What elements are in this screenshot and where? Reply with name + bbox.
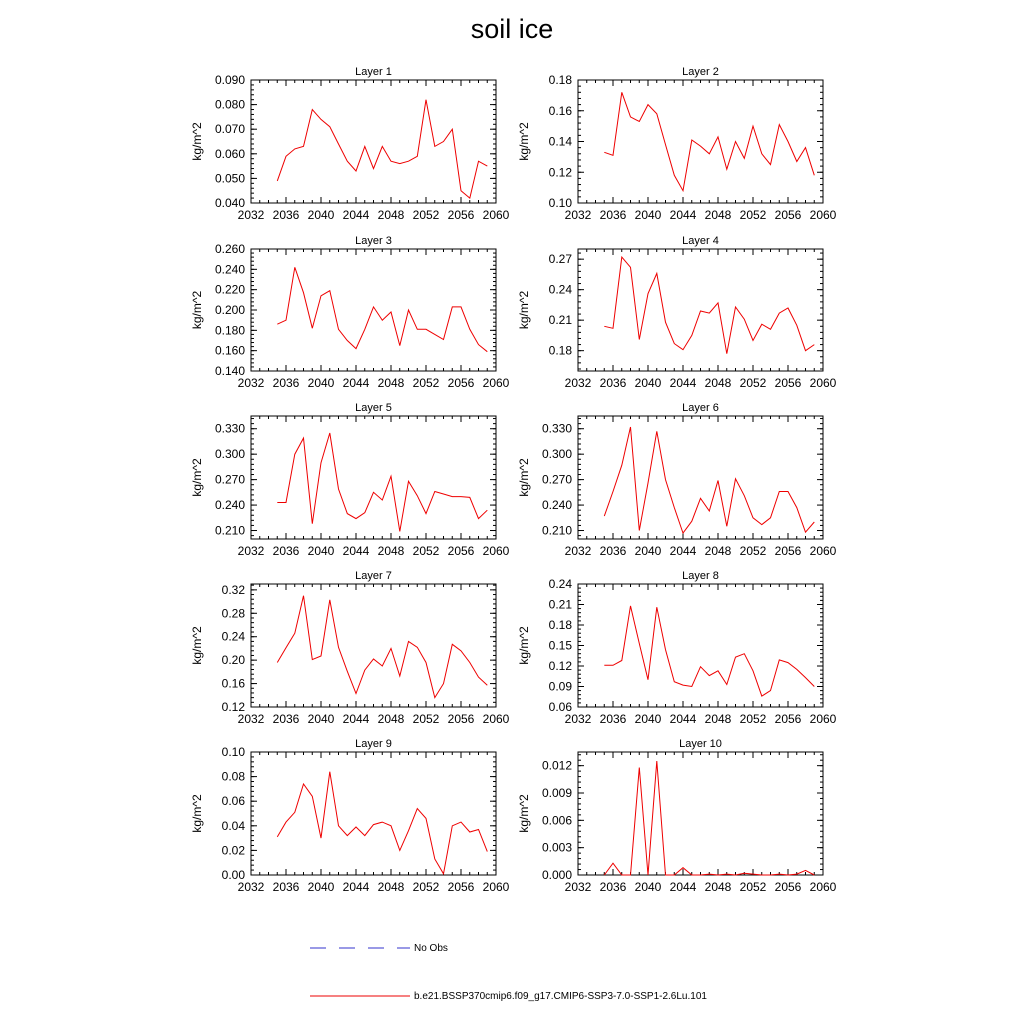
- layer-9-ylabel: kg/m^2: [190, 794, 204, 833]
- layer-8-ytick-label: 0.09: [548, 679, 572, 694]
- layer-8-xtick-label: 2044: [669, 712, 697, 726]
- layer-8-series-line: [604, 606, 814, 696]
- layer-3-xtick-label: 2040: [307, 376, 335, 390]
- layer-3-ytick-label: 0.140: [214, 364, 245, 378]
- layer-5-xtick-label: 2048: [377, 544, 405, 558]
- layer-6-xtick-label: 2032: [564, 544, 592, 558]
- layer-2-ytick-label: 0.16: [548, 103, 572, 118]
- layer-6-xtick-label: 2040: [634, 544, 662, 558]
- layer-8-xtick-label: 2048: [704, 712, 732, 726]
- layer-8-ytick-label: 0.21: [548, 597, 572, 612]
- layer-5-ytick-label: 0.240: [214, 498, 245, 513]
- layer-7-xtick-label: 2060: [482, 712, 510, 726]
- layer-8-ytick-label: 0.24: [548, 577, 572, 591]
- layer-6-xtick-label: 2052: [739, 544, 767, 558]
- layer-4-xtick-label: 2036: [599, 376, 627, 390]
- layer-4-xtick-label: 2048: [704, 376, 732, 390]
- layer-8-frame: [578, 584, 823, 707]
- layer-2-xtick-label: 2044: [669, 208, 697, 222]
- layer-3-ytick-label: 0.180: [214, 323, 245, 338]
- layer-9-xtick-label: 2044: [342, 880, 370, 894]
- layer-4-ytick-label: 0.18: [548, 343, 572, 358]
- layer-7-ytick-label: 0.28: [221, 606, 245, 621]
- layer-5-ytick-label: 0.210: [214, 523, 245, 538]
- layer-4-xtick-label: 2044: [669, 376, 697, 390]
- layer-9-xtick-label: 2032: [237, 880, 265, 894]
- layer-1-xtick-label: 2060: [482, 208, 510, 222]
- layer-9-ytick-label: 0.04: [221, 818, 245, 833]
- layer-5-xtick-label: 2032: [237, 544, 265, 558]
- layer-6-ytick-label: 0.300: [541, 447, 572, 462]
- layer-1-xtick-label: 2036: [272, 208, 300, 222]
- layer-2-ytick-label: 0.12: [548, 165, 572, 180]
- layer-6-ylabel: kg/m^2: [517, 458, 531, 497]
- layer-1-ytick-label: 0.040: [214, 196, 245, 210]
- layer-10-frame: [578, 752, 823, 875]
- layer-2-ytick-label: 0.18: [548, 73, 572, 87]
- layer-4-xtick-label: 2060: [809, 376, 837, 390]
- layer-4-ytick-label: 0.21: [548, 313, 572, 328]
- layer-5-ylabel: kg/m^2: [190, 458, 204, 497]
- layer-7-xtick-label: 2036: [272, 712, 300, 726]
- layer-10-xtick-label: 2036: [599, 880, 627, 894]
- legend-label-no-obs: No Obs: [414, 943, 448, 954]
- layer-3-xtick-label: 2056: [447, 376, 475, 390]
- layer-10-ytick-label: 0.003: [541, 840, 572, 855]
- layer-10-xtick-label: 2052: [739, 880, 767, 894]
- layer-8-xtick-label: 2040: [634, 712, 662, 726]
- layer-2-xtick-label: 2052: [739, 208, 767, 222]
- layer-6-title: Layer 6: [682, 402, 719, 414]
- layer-2-xtick-label: 2056: [774, 208, 802, 222]
- layer-3-series-line: [277, 267, 487, 351]
- layer-9-ytick-label: 0.06: [221, 794, 245, 809]
- layer-8-xtick-label: 2036: [599, 712, 627, 726]
- layer-4-ylabel: kg/m^2: [517, 290, 531, 330]
- layer-10-xtick-label: 2048: [704, 880, 732, 894]
- layer-4-xtick-label: 2032: [564, 376, 592, 390]
- layer-1-series-line: [277, 100, 487, 198]
- layer-8-xtick-label: 2056: [774, 712, 802, 726]
- layer-10-ytick-label: 0.000: [541, 868, 572, 882]
- layer-2-xtick-label: 2036: [599, 208, 627, 222]
- layer-2-ytick-label: 0.14: [548, 134, 572, 149]
- layer-8-xtick-label: 2052: [739, 712, 767, 726]
- legend-swatch-model: [310, 990, 410, 1002]
- layer-10-ylabel: kg/m^2: [517, 794, 531, 833]
- layer-2-xtick-label: 2048: [704, 208, 732, 222]
- layer-5-ytick-label: 0.300: [214, 447, 245, 462]
- layer-4-xtick-label: 2056: [774, 376, 802, 390]
- layer-2-xtick-label: 2032: [564, 208, 592, 222]
- layer-8-ytick-label: 0.12: [548, 659, 572, 673]
- layer-5-xtick-label: 2040: [307, 544, 335, 558]
- layer-7-xtick-label: 2032: [237, 712, 265, 726]
- layer-7-ylabel: kg/m^2: [190, 626, 204, 665]
- layer-3-xtick-label: 2048: [377, 376, 405, 390]
- layer-4-xtick-label: 2040: [634, 376, 662, 390]
- layer-3-ylabel: kg/m^2: [190, 290, 204, 330]
- layer-5-xtick-label: 2052: [412, 544, 440, 558]
- layer-1-ytick-label: 0.070: [214, 122, 245, 137]
- layer-6-frame: [578, 416, 823, 539]
- layer-3-title: Layer 3: [355, 235, 392, 247]
- layer-7-ytick-label: 0.32: [221, 582, 245, 597]
- layer-5-xtick-label: 2056: [447, 544, 475, 558]
- layer-4-frame: [578, 249, 823, 371]
- layer-3-ytick-label: 0.200: [214, 303, 245, 317]
- layer-10-xtick-label: 2032: [564, 880, 592, 894]
- layer-5-ytick-label: 0.270: [214, 472, 245, 487]
- layer-7-xtick-label: 2056: [447, 712, 475, 726]
- layer-2-ylabel: kg/m^2: [517, 122, 531, 161]
- layer-10-ytick-label: 0.012: [541, 758, 572, 773]
- layer-2-xtick-label: 2040: [634, 208, 662, 222]
- layer-4-ytick-label: 0.24: [548, 282, 572, 297]
- layer-7-ytick-label: 0.24: [221, 629, 245, 644]
- layer-1-title: Layer 1: [355, 66, 392, 78]
- layer-1-ytick-label: 0.090: [214, 73, 245, 87]
- layer-7-title: Layer 7: [355, 570, 392, 582]
- layer-6-ytick-label: 0.210: [541, 523, 572, 538]
- layer-9-title: Layer 9: [355, 738, 392, 750]
- layer-8-title: Layer 8: [682, 570, 719, 582]
- layer-7-xtick-label: 2048: [377, 712, 405, 726]
- layer-8-ytick-label: 0.06: [548, 700, 572, 714]
- layer-9-ytick-label: 0.08: [221, 769, 245, 784]
- layer-5-title: Layer 5: [355, 402, 392, 414]
- layer-9-xtick-label: 2048: [377, 880, 405, 894]
- layer-1-xtick-label: 2048: [377, 208, 405, 222]
- layer-6-series-line: [604, 427, 814, 533]
- layer-1-ylabel: kg/m^2: [190, 122, 204, 161]
- layer-6-ytick-label: 0.270: [541, 472, 572, 487]
- layer-1-ytick-label: 0.060: [214, 146, 245, 161]
- layer-1-ytick-label: 0.050: [214, 171, 245, 186]
- layer-8-ylabel: kg/m^2: [517, 626, 531, 665]
- layer-2-title: Layer 2: [682, 66, 719, 78]
- layer-3-xtick-label: 2044: [342, 376, 370, 390]
- layer-1-ytick-label: 0.080: [214, 97, 245, 112]
- layer-7-series-line: [277, 596, 487, 698]
- layer-9-xtick-label: 2060: [482, 880, 510, 894]
- layer-2-xtick-label: 2060: [809, 208, 837, 222]
- layer-9-xtick-label: 2056: [447, 880, 475, 894]
- layer-6-xtick-label: 2048: [704, 544, 732, 558]
- layer-1-frame: [251, 80, 496, 203]
- layer-9-frame: [251, 752, 496, 875]
- layer-9-xtick-label: 2040: [307, 880, 335, 894]
- layer-2-ytick-label: 0.10: [548, 196, 572, 210]
- layer-7-xtick-label: 2052: [412, 712, 440, 726]
- layer-3-xtick-label: 2060: [482, 376, 510, 390]
- layer-7-xtick-label: 2040: [307, 712, 335, 726]
- layer-9-ytick-label: 0.10: [221, 745, 245, 759]
- layer-10-xtick-label: 2044: [669, 880, 697, 894]
- layer-4-title: Layer 4: [682, 235, 719, 247]
- layer-1-xtick-label: 2056: [447, 208, 475, 222]
- layer-8-ytick-label: 0.18: [548, 618, 572, 632]
- layer-1-xtick-label: 2052: [412, 208, 440, 222]
- layer-7-ytick-label: 0.16: [221, 676, 245, 691]
- layer-9-ytick-label: 0.02: [221, 843, 245, 858]
- layer-3-ytick-label: 0.240: [214, 262, 245, 277]
- layer-5-frame: [251, 416, 496, 539]
- layer-3-xtick-label: 2032: [237, 376, 265, 390]
- layer-5-xtick-label: 2060: [482, 544, 510, 558]
- layer-5-series-line: [277, 433, 487, 531]
- layer-4-xtick-label: 2052: [739, 376, 767, 390]
- layer-10-xtick-label: 2056: [774, 880, 802, 894]
- layer-5-xtick-label: 2044: [342, 544, 370, 558]
- figure-title: soil ice: [470, 14, 554, 44]
- layer-6-xtick-label: 2044: [669, 544, 697, 558]
- layer-3-xtick-label: 2052: [412, 376, 440, 390]
- layer-2-series-line: [604, 92, 814, 190]
- layer-1-xtick-label: 2044: [342, 208, 370, 222]
- legend-swatch-no-obs: [310, 942, 410, 954]
- layer-4-series-line: [604, 257, 814, 354]
- layer-10-ytick-label: 0.009: [541, 786, 572, 800]
- layer-3-ytick-label: 0.260: [214, 242, 245, 256]
- layer-10-xtick-label: 2040: [634, 880, 662, 894]
- layer-8-xtick-label: 2060: [809, 712, 837, 726]
- layer-6-xtick-label: 2056: [774, 544, 802, 558]
- layer-7-ytick-label: 0.20: [221, 653, 245, 668]
- layer-10-title: Layer 10: [679, 738, 722, 750]
- layer-4-ytick-label: 0.27: [548, 252, 572, 267]
- layer-9-series-line: [277, 772, 487, 874]
- layer-6-xtick-label: 2036: [599, 544, 627, 558]
- layer-3-xtick-label: 2036: [272, 376, 300, 390]
- layer-6-ytick-label: 0.240: [541, 498, 572, 513]
- legend-label-model: b.e21.BSSP370cmip6.f09_g17.CMIP6-SSP3-7.0-SSP1-2.6Lu.101: [414, 991, 707, 1002]
- layer-8-ytick-label: 0.15: [548, 638, 572, 653]
- layer-8-xtick-label: 2032: [564, 712, 592, 726]
- layer-9-xtick-label: 2036: [272, 880, 300, 894]
- layer-9-xtick-label: 2052: [412, 880, 440, 894]
- layer-6-xtick-label: 2060: [809, 544, 837, 558]
- layer-3-ytick-label: 0.160: [214, 343, 245, 358]
- layer-5-ytick-label: 0.330: [214, 421, 245, 436]
- layer-1-xtick-label: 2040: [307, 208, 335, 222]
- layer-6-ytick-label: 0.330: [541, 421, 572, 436]
- layer-10-ytick-label: 0.006: [541, 813, 572, 828]
- layer-3-ytick-label: 0.220: [214, 282, 245, 297]
- layer-10-xtick-label: 2060: [809, 880, 837, 894]
- layer-9-ytick-label: 0.00: [221, 868, 245, 882]
- layer-5-xtick-label: 2036: [272, 544, 300, 558]
- layer-10-series-line: [604, 761, 814, 875]
- layer-7-ytick-label: 0.12: [221, 700, 245, 714]
- layer-7-xtick-label: 2044: [342, 712, 370, 726]
- layer-1-xtick-label: 2032: [237, 208, 265, 222]
